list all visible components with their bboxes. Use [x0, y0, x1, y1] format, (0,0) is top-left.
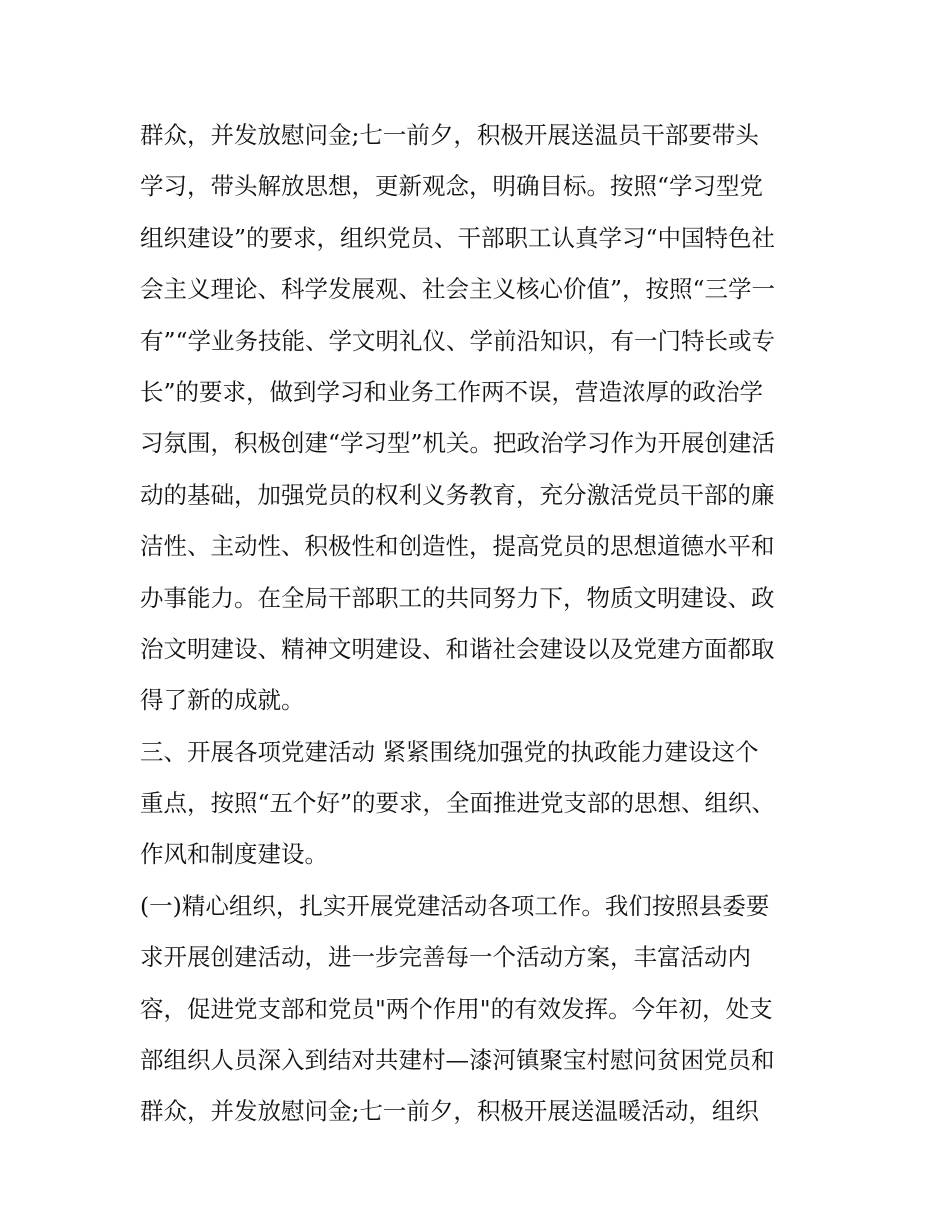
text-line-10: 办事能力。在全局干部职工的共同努力下，物质文明建设、政	[140, 583, 775, 612]
text-line-5: 有”“学业务技能、学文明礼仪、学前沿知识，有一门特长或专	[140, 326, 776, 355]
text-line-2: 学习，带头解放思想，更新观念，明确目标。按照“学习型党	[140, 172, 764, 201]
text-line-19: 部组织人员深入到结对共建村—漆河镇聚宝村慰问贫困党员和	[140, 1046, 775, 1075]
text-line-9: 洁性、主动性、积极性和创造性，提高党员的思想道德水平和	[140, 532, 775, 561]
text-line-20: 群众，并发放慰问金;七一前夕，积极开展送温暖活动，组织	[140, 1097, 759, 1126]
text-line-8: 动的基础，加强党员的权利义务教育，充分激活党员干部的廉	[140, 480, 775, 509]
text-line-7: 习氛围，积极创建“学习型”机关。把政治学习作为开展创建活	[140, 429, 776, 458]
text-line-18: 容，促进党支部和党员"两个作用"的有效发挥。今年初，处支	[140, 994, 773, 1023]
text-line-14: 重点，按照“五个好”的要求，全面推进党支部的思想、组织、	[140, 789, 776, 818]
section-heading-line-13: 三、开展各项党建活动 紧紧围绕加强党的执政能力建设这个	[140, 737, 759, 766]
text-line-11: 治文明建设、精神文明建设、和谐社会建设以及党建方面都取	[140, 634, 775, 663]
text-line-12: 得了新的成就。	[140, 686, 305, 715]
text-line-17: 求开展创建活动，进一步完善每一个活动方案，丰富活动内	[140, 943, 751, 972]
body-text	[140, 110, 820, 1138]
text-line-3: 组织建设”的要求，组织党员、干部职工认真学习“中国特色社	[140, 223, 776, 252]
text-line-15: 作风和制度建设。	[140, 840, 328, 869]
text-line-6: 长”的要求，做到学习和业务工作两不误，营造浓厚的政治学	[140, 377, 764, 406]
subsection-line-16: (一)精心组织，扎实开展党建活动各项工作。我们按照县委要	[140, 891, 770, 920]
text-line-1: 群众，并发放慰问金;七一前夕，积极开展送温员干部要带头	[140, 121, 759, 149]
text-line-4: 会主义理论、科学发展观、社会主义核心价值”，按照“三学一	[140, 275, 776, 304]
